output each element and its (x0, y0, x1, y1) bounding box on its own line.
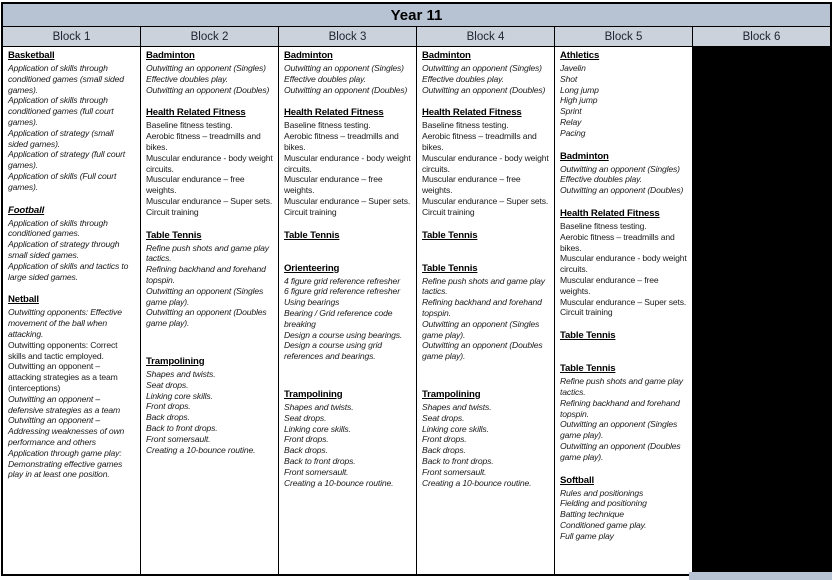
section-item: Outwitting an opponent – attacking strategies as a team (interceptions) (8, 361, 118, 393)
section-item: Refining backhand and forehand topspin. (146, 264, 266, 285)
section-item: Front somersault. (422, 466, 487, 477)
section-item: Pacing (560, 127, 586, 138)
section-item: Baseline fitness testing. (422, 120, 509, 131)
section-trampolining (146, 356, 273, 455)
section-item: Seat drops. (422, 412, 465, 423)
section-item: Outwitting opponents: Effective movement of the ball when attacking. (8, 307, 122, 339)
section-health-related-fitness (146, 107, 273, 217)
section-item: Effective doubles play. (560, 174, 642, 185)
section-item: Refine push shots and game play tactics. (146, 242, 269, 264)
block-header-3: Block 3 (278, 27, 416, 46)
section-item: Back to front drops. (422, 455, 494, 466)
section-heading: Trampolining (422, 388, 481, 400)
section-item: Muscular endurance – Super sets. (422, 195, 549, 206)
section-item: Muscular endurance - body weight circuits. (422, 152, 549, 174)
block-header-4: Block 4 (416, 27, 554, 46)
section-item: Refine push shots and game play tactics. (560, 376, 683, 397)
block-column-2 (140, 47, 278, 574)
section-item: Baseline fitness testing. (146, 120, 233, 131)
section-item: Refining backhand and forehand topspin. (422, 297, 542, 318)
block-column-6 (692, 47, 830, 574)
block-header-2: Block 2 (140, 27, 278, 46)
section-item: Shapes and twists. (422, 401, 492, 412)
section-item: Fielding and positioning (560, 498, 647, 509)
section-item: Application of skills and tactics to large sided games. (8, 260, 129, 282)
section-heading: Trampolining (284, 388, 343, 400)
section-item: Circuit training (284, 206, 337, 217)
section-item: Back drops. (284, 445, 328, 456)
section-heading: Athletics (560, 50, 600, 61)
section-heading: Table Tennis (560, 363, 616, 375)
section-item: Linking core skills. (146, 390, 213, 401)
section-item: Back to front drops. (146, 422, 218, 433)
section-item: Shot (560, 73, 578, 84)
section-item: Seat drops. (146, 379, 189, 390)
section-item: Conditioned game play. (560, 519, 647, 530)
section-table-tennis (146, 230, 273, 329)
section-item: Front somersault. (146, 433, 211, 444)
section-item: Muscular endurance - body weight circuits. (560, 253, 687, 275)
section-item: Creating a 10-bounce routine. (422, 477, 532, 488)
section-trampolining (284, 389, 411, 488)
section-item: Application of skills (Full court games). (8, 170, 117, 192)
section-item: Application of skills through conditioned games (small sided games). (8, 63, 124, 95)
section-heading: Health Related Fitness (284, 107, 384, 119)
section-heading: Health Related Fitness (422, 107, 522, 119)
section-heading: Health Related Fitness (560, 207, 660, 219)
section-item: Muscular endurance - body weight circuits. (284, 152, 411, 174)
section-item: Aerobic fitness – treadmills and bikes. (146, 131, 261, 152)
section-heading: Badminton (146, 50, 195, 61)
section-item: Muscular endurance – free weights. (146, 174, 245, 196)
section-heading: Table Tennis (422, 229, 478, 241)
section-item: Outwitting an opponent (Singles) (560, 163, 680, 174)
section-item: Baseline fitness testing. (560, 220, 647, 231)
section-item: Baseline fitness testing. (284, 120, 371, 131)
section-badminton (560, 151, 687, 196)
section-heading: Badminton (422, 50, 471, 61)
section-item: Muscular endurance – Super sets. (146, 195, 273, 206)
section-item: Aerobic fitness – treadmills and bikes. (284, 131, 399, 152)
section-health-related-fitness (284, 107, 411, 217)
section-item: Back drops. (146, 412, 190, 423)
section-netball (8, 294, 135, 480)
section-item: Outwitting an opponent (Doubles) (284, 84, 408, 95)
section-item: Outwitting an opponent (Doubles) (560, 185, 684, 196)
section-item: Design a course using bearings. (284, 329, 403, 340)
section-trampolining (422, 389, 549, 488)
section-item: Full game play (560, 530, 614, 541)
section-item: Refining backhand and forehand topspin. (560, 397, 680, 419)
section-heading: Basketball (8, 50, 55, 61)
section-item: Seat drops. (284, 412, 327, 423)
section-item: Effective doubles play. (284, 73, 366, 84)
section-item: Circuit training (146, 206, 199, 217)
section-health-related-fitness (422, 107, 549, 217)
section-item: Aerobic fitness – treadmills and bikes. (422, 131, 537, 152)
block-header-6: Block 6 (692, 27, 830, 46)
section-item: Effective doubles play. (146, 73, 228, 84)
section-item: Muscular endurance – free weights. (284, 174, 383, 196)
section-heading: Netball (8, 294, 39, 306)
section-item: Outwitting an opponent – Addressing weaknesses of own performance and others (8, 415, 125, 447)
section-item: Javelin (560, 63, 586, 73)
section-item: Shapes and twists. (146, 368, 216, 379)
section-item: Outwitting an opponent (Doubles game play). (422, 340, 543, 362)
year-title-bar (3, 4, 830, 27)
section-item: Outwitting an opponent (Singles game play). (422, 318, 540, 340)
section-item: Outwitting an opponent (Singles game play). (560, 419, 678, 441)
section-health-related-fitness (560, 208, 687, 318)
section-table-tennis (422, 230, 549, 242)
section-item: Linking core skills. (422, 423, 489, 434)
section-badminton (422, 50, 549, 95)
block-header-row (3, 27, 830, 47)
section-athletics (560, 50, 687, 139)
section-item: Front drops. (284, 434, 329, 445)
section-badminton (146, 50, 273, 95)
section-basketball (8, 50, 135, 193)
section-item: Long jump (560, 84, 599, 95)
section-item: Outwitting an opponent (Singles) (146, 63, 266, 73)
section-item: Relay (560, 116, 582, 127)
section-item: Application of skills through conditioned games (full court games). (8, 95, 114, 127)
section-item: 4 figure grid reference refresher (284, 275, 400, 286)
section-item: Outwitting an opponent (Singles) (422, 63, 542, 73)
section-item: Outwitting an opponent (Doubles game play). (146, 307, 267, 329)
section-item: Outwitting an opponent (Doubles) (422, 84, 546, 95)
section-item: Circuit training (560, 307, 613, 318)
section-item: Application of strategy (small sided games). (8, 127, 114, 149)
section-item: Outwitting an opponent – defensive strategies as a team (8, 393, 121, 415)
section-table-tennis (284, 230, 411, 242)
section-orienteering (284, 263, 411, 362)
section-item: Batting technique (560, 509, 624, 520)
section-heading: Table Tennis (146, 229, 202, 241)
section-softball (560, 475, 687, 542)
section-item: Back to front drops. (284, 455, 356, 466)
section-table-tennis (560, 330, 687, 342)
section-item: Front drops. (146, 401, 191, 412)
section-heading: Softball (560, 474, 594, 486)
section-item: Muscular endurance – Super sets. (560, 296, 687, 307)
section-item: Muscular endurance – free weights. (422, 174, 521, 196)
section-item: Outwitting an opponent (Doubles game play). (560, 440, 681, 462)
section-item: Back drops. (422, 445, 466, 456)
section-item: Application through game play: Demonstrating effective games play in at least one position. (8, 447, 123, 480)
section-item: Rules and positionings (560, 487, 644, 498)
section-item: Muscular endurance – Super sets. (284, 195, 411, 206)
section-table-tennis (560, 363, 687, 462)
section-item: Using bearings (284, 297, 340, 308)
section-item: Aerobic fitness – treadmills and bikes. (560, 231, 675, 253)
next-table-edge (689, 572, 832, 580)
section-heading: Badminton (284, 50, 333, 61)
section-item: Creating a 10-bounce routine. (284, 477, 394, 488)
section-heading: Table Tennis (560, 330, 616, 342)
section-item: Outwitting an opponent (Singles game play). (146, 285, 264, 307)
section-item: Circuit training (422, 206, 475, 217)
section-badminton (284, 50, 411, 95)
section-item: Application of strategy (full court games). (8, 149, 126, 171)
section-item: Outwitting opponents: Correct skills and tactic employed. (8, 339, 118, 361)
section-item: Effective doubles play. (422, 73, 504, 84)
section-heading: Football (8, 204, 45, 216)
section-item: Front drops. (422, 434, 467, 445)
section-item: Outwitting an opponent (Doubles) (146, 84, 270, 95)
section-heading: Table Tennis (422, 262, 478, 274)
section-heading: Table Tennis (284, 229, 340, 241)
section-item: Muscular endurance – free weights. (560, 274, 659, 296)
section-item: Sprint (560, 106, 582, 117)
section-heading: Badminton (560, 150, 609, 162)
table-body (3, 47, 830, 574)
section-item: Outwitting an opponent (Singles) (284, 63, 404, 73)
block-header-5: Block 5 (554, 27, 692, 46)
curriculum-table (1, 2, 832, 576)
section-item: Application of skills through conditioned games. (8, 217, 108, 239)
block-column-5 (554, 47, 692, 574)
section-table-tennis (422, 263, 549, 362)
block-header-1: Block 1 (52, 30, 91, 43)
section-heading: Orienteering (284, 262, 340, 274)
section-item: Front somersault. (284, 466, 349, 477)
section-item: Muscular endurance - body weight circuits. (146, 152, 273, 174)
section-item: 6 figure grid reference refresher (284, 286, 400, 297)
block-column-3 (278, 47, 416, 574)
block-column-1 (3, 47, 140, 574)
page-title: Year 11 (390, 6, 443, 24)
section-heading: Health Related Fitness (146, 107, 246, 119)
section-item: High jump (560, 95, 598, 106)
section-item: Shapes and twists. (284, 401, 354, 412)
section-item: Creating a 10-bounce routine. (146, 444, 256, 455)
section-item: Design a course using grid references and bearings. (284, 340, 382, 362)
block-column-4 (416, 47, 554, 574)
section-football (8, 205, 135, 283)
section-heading: Trampolining (146, 355, 205, 367)
section-item: Bearing / Grid reference code breaking (284, 307, 393, 329)
section-item: Refine push shots and game play tactics. (422, 275, 545, 297)
section-item: Linking core skills. (284, 423, 351, 434)
section-item: Application of strategy through small sided games. (8, 239, 120, 260)
